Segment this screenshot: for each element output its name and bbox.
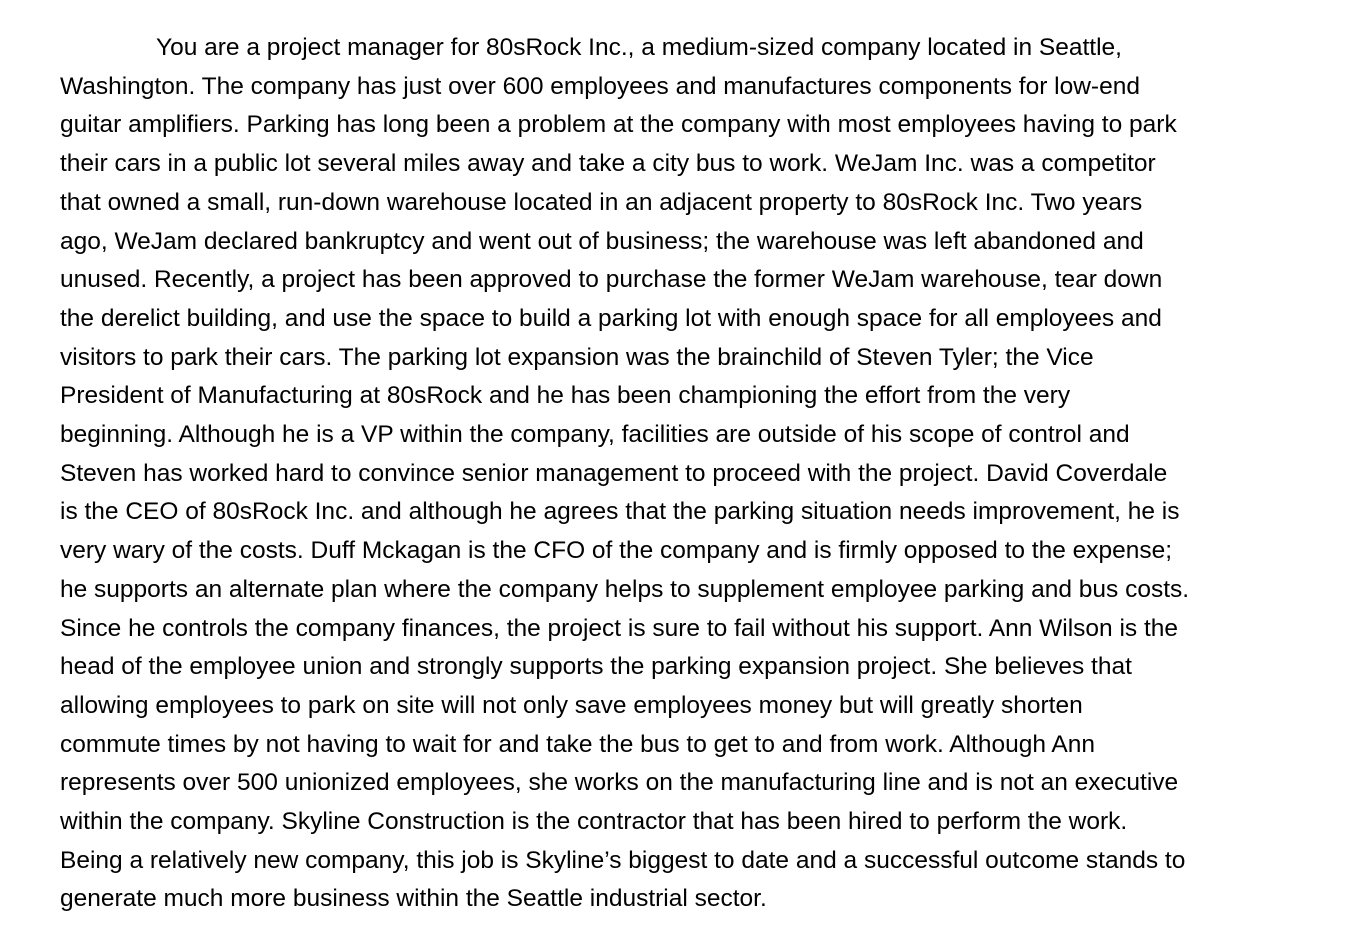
paragraph-line: Being a relatively new company, this job is Skyline’s biggest to date and a successful outcome stands to: [60, 846, 1186, 874]
paragraph-line: represents over 500 unionized employees, she works on the manufacturing line and is not an executive: [60, 769, 1179, 797]
paragraph-line: beginning. Although he is a VP within the company, facilities are outside of his scope of control and: [60, 421, 1130, 449]
paragraph-line: commute times by not having to wait for and take the bus to get to and from work. Although Ann: [60, 730, 1096, 758]
paragraph-line: Since he controls the company finances, the project is sure to fail without his support. Ann Wilson is the: [60, 614, 1179, 642]
paragraph-line: the derelict building, and use the space to build a parking lot with enough space for all employees and: [60, 304, 1162, 332]
paragraph-line: Steven has worked hard to convince senior management to proceed with the project. David Coverdale: [60, 459, 1168, 487]
paragraph-line: visitors to park their cars. The parking lot expansion was the brainchild of Steven Tyler; the Vice: [60, 343, 1094, 371]
paragraph-line: very wary of the costs. Duff Mckagan is the CFO of the company and is firmly opposed to the expense;: [60, 537, 1173, 565]
case-study-paragraph: [60, 29, 1330, 919]
paragraph-line: allowing employees to park on site will not only save employees money but will greatly shorten: [60, 691, 1083, 719]
paragraph-line: head of the employee union and strongly supports the parking expansion project. She believes that: [60, 653, 1132, 681]
paragraph-line: Washington. The company has just over 600 employees and manufactures components for low-end: [60, 72, 1140, 100]
paragraph-line: that owned a small, run-down warehouse located in an adjacent property to 80sRock Inc. Two years: [60, 188, 1143, 216]
paragraph-line: You are a project manager for 80sRock Inc., a medium-sized company located in Seattle,: [156, 34, 1122, 61]
paragraph-line: unused. Recently, a project has been approved to purchase the former WeJam warehouse, tear down: [60, 266, 1163, 294]
paragraph-line: ago, WeJam declared bankruptcy and went out of business; the warehouse was left abandoned and: [60, 227, 1144, 255]
paragraph-line: within the company. Skyline Construction is the contractor that has been hired to perform the work.: [60, 808, 1128, 836]
paragraph-line: guitar amplifiers. Parking has long been a problem at the company with most employees having to park: [60, 111, 1177, 139]
paragraph-line: generate much more business within the Seattle industrial sector.: [60, 885, 767, 913]
paragraph-line: is the CEO of 80sRock Inc. and although he agrees that the parking situation needs improvement, he is: [60, 498, 1180, 526]
paragraph-line: President of Manufacturing at 80sRock and he has been championing the effort from the very: [60, 382, 1071, 410]
paragraph-line: their cars in a public lot several miles away and take a city bus to work. WeJam Inc. was a competitor: [60, 150, 1156, 178]
paragraph-line: he supports an alternate plan where the company helps to supplement employee parking and bus costs.: [60, 575, 1190, 603]
